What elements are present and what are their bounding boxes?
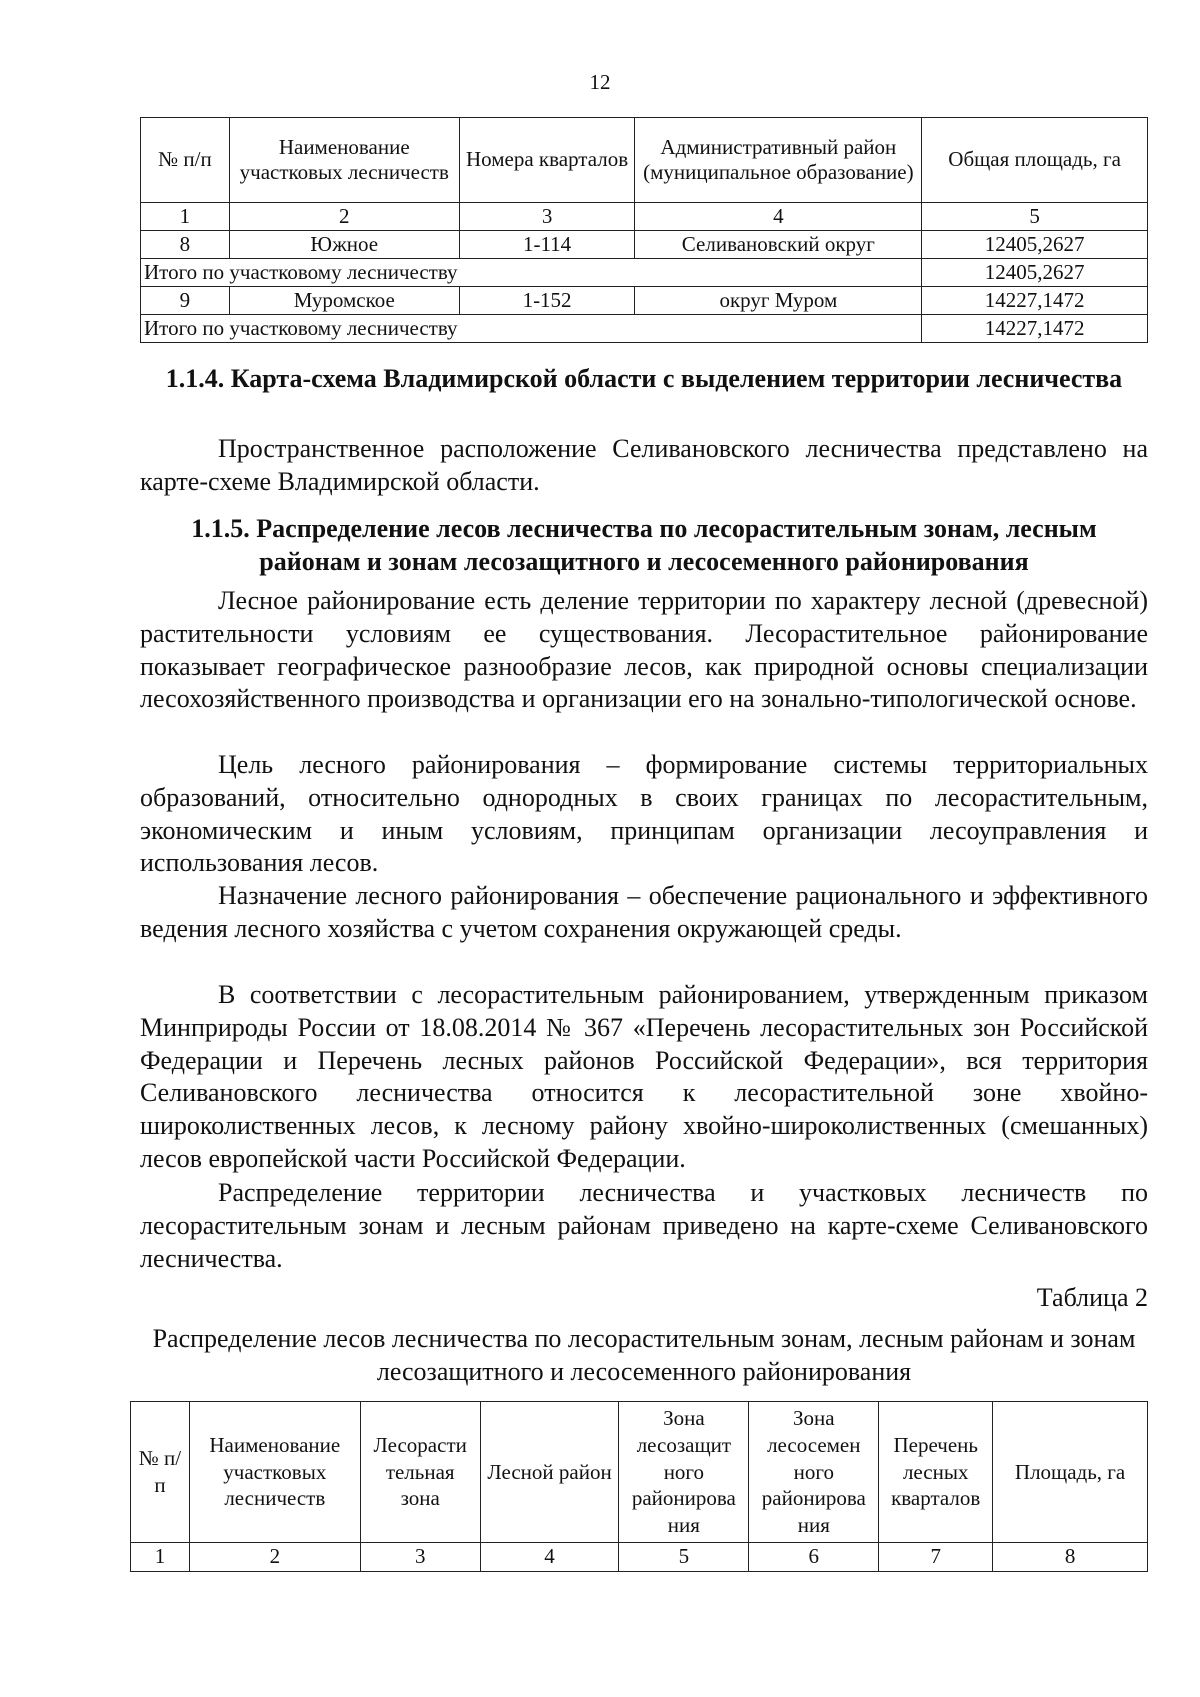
index-cell: 5 [619,1543,749,1572]
index-cell: 4 [480,1543,619,1572]
paragraph: В соответствии с лесорастительным районированием, утвержденным приказом Минприроды России от 18.08.2014 № 367 «Перечень лесорастительных зон Российской Федерации и Перечень лесных районов Российской Федерации», вся территория Селивановского лесничества относится к лесорастительной зоне хвойно-широколиственных лесов, к лесному району хвойно-широколиственных (смешанных) лесов европейской части Российской Федерации. [140,980,1148,1173]
forestry-name-cell: Южное [229,231,459,259]
paragraph: Пространственное расположение Селивановского лесничества представлено на карте-схеме Владимирской области. [140,434,1148,496]
header-cell: Наименование участковых лесничеств [189,1402,360,1543]
index-cell: 4 [635,203,922,231]
header-cell: Зона лесосемен ного районирова ния [749,1402,879,1543]
district-cell: Селивановский округ [635,231,922,259]
paragraph: Лесное районирование есть деление территории по характеру лесной (древесной) растительности условиям ее существования. Лесорастительное районирование показывает географическое разнообразие лесов, как природной основы специализации лесохозяйственного производства и организации его на зонально-типологической основе. [140,586,1148,714]
table-title: Распределение лесов лесничества по лесорастительным зонам, лесным районам и зонам лесозащитного и лесосеменного районирования [152,1324,1136,1386]
forest-zoning-table [130,1401,1148,1572]
header-cell: Зона лесозащит ного районирова ния [619,1402,749,1543]
paragraph: Цель лесного районирования – формирование системы территориальных образований, относительно однородных в своих границах по лесорастительным, экономическим и иным условиям, принципам организации лесоуправления и использования лесов. [140,750,1148,878]
row-number-cell: 9 [141,287,230,315]
header-cell: Перечень лесных кварталов [879,1402,993,1543]
header-cell: № п/п [141,118,230,203]
header-cell: Номера кварталов [459,118,635,203]
area-cell: 12405,2627 [922,259,1148,287]
quarters-cell: 1-152 [459,287,635,315]
table-header-row [141,118,1148,203]
table-row [141,287,1148,315]
table-header-row [131,1402,1148,1543]
section-heading-1-1-5: 1.1.5. Распределение лесов лесничества по лесорастительным зонам, лесным районам и зонам лесозащитного и лесосеменного районирования [191,514,1097,576]
area-cell: 14227,1472 [922,287,1148,315]
paragraph: Назначение лесного районирования – обеспечение рационального и эффективного ведения лесного хозяйства с учетом сохранения окружающей среды. [140,881,1148,943]
area-cell: 12405,2627 [922,231,1148,259]
forestry-areas-table [140,117,1148,343]
header-cell: Лесной район [480,1402,619,1543]
index-cell: 2 [189,1543,360,1572]
index-cell: 6 [749,1543,879,1572]
quarters-cell: 1-114 [459,231,635,259]
index-cell: 1 [141,203,230,231]
index-cell: 3 [459,203,635,231]
table-label: Таблица 2 [1036,1283,1148,1312]
column-index-row [141,203,1148,231]
total-label-cell: Итого по участковому лесничеству [141,259,922,287]
index-cell: 7 [879,1543,993,1572]
page-number: 12 [589,70,611,94]
index-cell: 5 [922,203,1148,231]
column-index-row [131,1543,1148,1572]
area-cell: 14227,1472 [922,315,1148,343]
section-heading-1-1-4: 1.1.4. Карта-схема Владимирской области с выделением территории лесничества [165,364,1123,393]
total-row [141,315,1148,343]
index-cell: 8 [993,1543,1148,1572]
header-cell: Общая площадь, га [922,118,1148,203]
row-number-cell: 8 [141,231,230,259]
index-cell: 3 [360,1543,480,1572]
forestry-name-cell: Муромское [229,287,459,315]
header-cell: № п/п [131,1402,190,1543]
header-cell: Лесорасти тельная зона [360,1402,480,1543]
index-cell: 1 [131,1543,190,1572]
header-cell: Административный район (муниципальное образование) [635,118,922,203]
header-cell: Наименование участковых лесничеств [229,118,459,203]
index-cell: 2 [229,203,459,231]
district-cell: округ Муром [635,287,922,315]
total-label-cell: Итого по участковому лесничеству [141,315,922,343]
total-row [141,259,1148,287]
table-row [141,231,1148,259]
paragraph: Распределение территории лесничества и участковых лесничеств по лесорастительным зонам и лесным районам приведено на карте-схеме Селивановского лесничества. [140,1178,1148,1273]
header-cell: Площадь, га [993,1402,1148,1543]
